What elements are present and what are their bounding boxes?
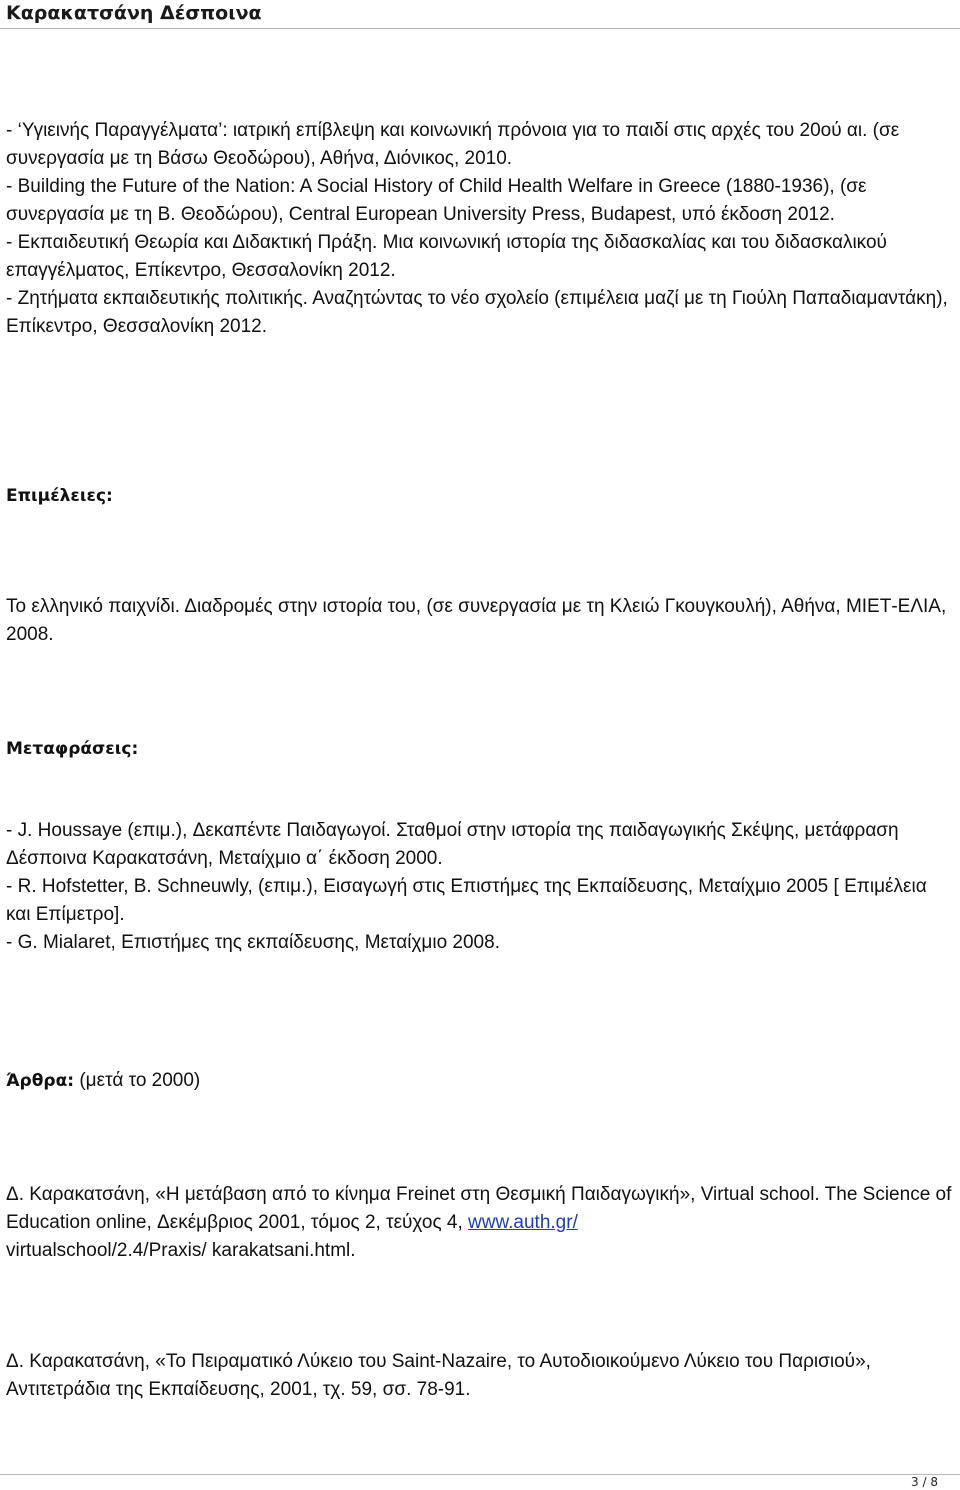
books-list <box>6 117 956 341</box>
list-item: Δ. Καρακατσάνη, «Το Πειραματικό Λύκειο του Saint-Nazaire, το Αυτοδιοικούμενο Λύκειο του Παρισιού», Αντιτετράδια της Εκπαίδευσης, 2001, τχ. 59, σσ. 78-91. <box>6 1351 871 1400</box>
article-1 <box>6 1181 956 1265</box>
list-item <box>6 1181 956 1265</box>
list-item: - R. Hofstetter, B. Schneuwly, (επιμ.), Εισαγωγή στις Επιστήμες της Εκπαίδευσης, Μεταίχμιο 2005 [ Επιμέλεια και Επίμετρο]. <box>6 876 927 925</box>
article-1-link[interactable]: www.auth.gr/ <box>468 1212 578 1233</box>
articles-heading-note: (μετά το 2000) <box>74 1070 201 1091</box>
article-1-after: virtualschool/2.4/Praxis/ karakatsani.html. <box>6 1240 356 1261</box>
list-item: - Εκπαιδευτική Θεωρία και Διδακτική Πράξη. Μια κοινωνική ιστορία της διδασκαλίας και του διδασκαλικού επαγγέλματος, Επίκεντρο, Θεσσαλονίκη 2012. <box>6 232 887 281</box>
list-item: Το ελληνικό παιχνίδι. Διαδρομές στην ιστορία του, (σε συνεργασία με τη Κλειώ Γκουγκουλή), Αθήνα, ΜΙΕΤ-ΕΛΙΑ, 2008. <box>6 596 947 645</box>
list-item: - J. Houssaye (επιμ.), Δεκαπέντε Παιδαγωγοί. Σταθμοί στην ιστορία της παιδαγωγικής Σκέψης, μετάφραση Δέσποινα Καρακατσάνη, Μεταίχμιο α΄ έκδοση 2000. <box>6 820 899 869</box>
list-item: - Ζητήματα εκπαιδευτικής πολιτικής. Αναζητώντας το νέο σχολείο (επιμέλεια μαζί με τη Γιούλη Παπαδιαμαντάκη), Επίκεντρο, Θεσσαλονίκη 2012. <box>6 288 948 337</box>
translations-list <box>6 817 956 957</box>
page-header <box>0 0 960 29</box>
list-item: - Building the Future of the Nation: A Social History of Child Health Welfare in Greece (1880-1936), (σε συνεργασία με τη Β. Θεοδώρου), Central European University Press, Budapest, υπό έκδοση 2012. <box>6 176 867 225</box>
articles-heading-label: Άρθρα: <box>6 1071 75 1091</box>
editions-text <box>6 593 956 649</box>
list-item: - G. Mialaret, Επιστήμες της εκπαίδευσης, Μεταίχμιο 2008. <box>6 932 500 953</box>
editions-heading: Επιμέλειες: <box>6 486 113 506</box>
article-2 <box>6 1348 956 1404</box>
articles-heading <box>6 1069 200 1093</box>
footer-divider <box>0 1474 960 1475</box>
page-title: Καρακατσάνη Δέσποινα <box>6 2 262 24</box>
translations-heading: Μεταφράσεις: <box>6 739 139 759</box>
article-1-text: Δ. Καρακατσάνη, «Η μετάβαση από το κίνημα Freinet στη Θεσμική Παιδαγωγική», Virtual school. The Science of Education online, Δεκέμβριος 2001, τόμος 2, τεύχος 4, <box>6 1184 952 1233</box>
list-item: - ‘Υγιεινής Παραγγέλματα’: ιατρική επίβλεψη και κοινωνική πρόνοια για το παιδί στις αρχές του 20ού αι. (σε συνεργασία με τη Βάσω Θεοδώρου), Αθήνα, Διόνικος, 2010. <box>6 120 900 169</box>
page-number: 3 / 8 <box>911 1475 938 1489</box>
